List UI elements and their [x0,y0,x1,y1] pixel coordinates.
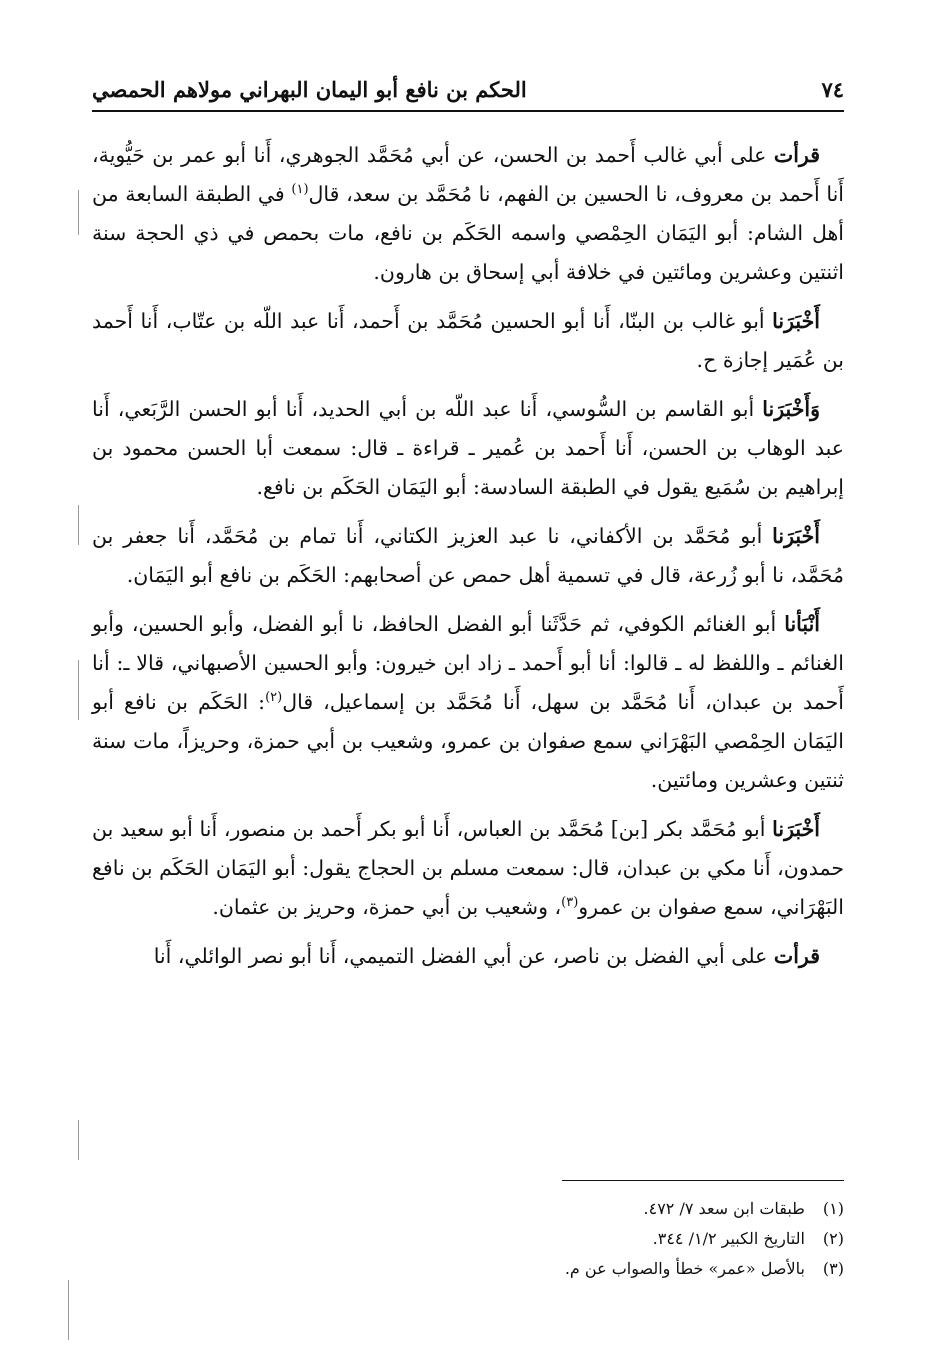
paragraph-lead: قرأت [773,944,820,968]
footnote-text: التاريخ الكبير ١/٢/ ٣٤٤. [652,1229,805,1248]
paragraph-text: أبو الغنائم الكوفي، ثم حَدَّثَنا أبو الفضل الحافظ، نا أبو الفضل، وأبو الحسين، وأبو الغنائم ـ واللفظ له ـ قالوا: أنا أبو أَحمد ـ زاد ابن خيرون: وأبو الحسين الأصبهاني، قالا ـ: أنا أَحمد بن عبدان، أَنا مُحَمَّد بن سهل، أَنا مُحَمَّد بن إسماعيل، قال [92,612,845,714]
paragraph-text: في الطبقة السابعة من أهل الشام: أبو اليَمَان الحِمْصي واسمه الحَكَم بن نافع، مات بحمص في ذي الحجة سنة اثنتين وعشرين ومائتين في خلافة أبي إسحاق بن هارون. [92,182,844,284]
paragraph-lead: أَنْبَأنا [784,612,820,636]
paragraph-lead: أَخْبَرَنا [772,309,820,333]
paragraph-lead: وَأَخْبَرَنا [762,397,821,421]
footnote-number: (٣) [822,1259,844,1278]
scan-margin-mark [68,1280,69,1340]
scan-margin-mark [78,505,79,545]
scan-margin-mark [78,190,79,235]
paragraph-text: أبو القاسم بن السُّوسي، أَنا عبد اللّه بن أبي الحديد، أَنا أبو الحسن الرَّبَعي، أَنا عبد الوهاب بن الحسن، أَنا أَحمد بن عُمير ـ قراءة ـ قال: سمعت أبا الحسن محمود بن إبراهيم بن سُمَيع يقول في الطبقة السادسة: أبو اليَمَان الحَكَم بن نافع. [92,397,844,499]
paragraph-text: أبو مُحَمَّد بن الأكفاني، نا عبد العزيز الكتاني، أَنا تمام بن مُحَمَّد، أَنا جعفر بن مُحَمَّد، نا أبو زُرعة، قال في تسمية أهل حمص عن أصحابهم: الحَكَم بن نافع أبو اليَمَان. [92,524,844,587]
paragraph-text: على أبي الفضل بن ناصر، عن أبي الفضل التميمي، أَنا أبو نصر الوائلي، أَنا [153,944,774,968]
footnote [300,1254,844,1284]
paragraph [92,605,844,800]
footnote-text: بالأصل «عمر» خطأ والصواب عن م. [564,1259,805,1278]
paragraph [92,937,844,976]
paragraph [92,302,844,380]
footnote-number: (١) [822,1199,844,1218]
footnote-rule [562,1180,844,1181]
footnote-ref[interactable]: (١) [291,182,309,198]
footnote-ref[interactable]: (٣) [561,895,579,911]
paragraph-lead: قرأت [773,143,820,167]
paragraph [92,810,844,927]
footnote-ref[interactable]: (٢) [265,690,283,706]
paragraph-text: أبو غالب بن البنّا، أَنا أبو الحسين مُحَمَّد بن أَحمد، أَنا عبد اللّه بن عتّاب، أَنا أَحمد بن عُمَير إجازة ح. [92,309,844,372]
scan-margin-mark [78,660,79,720]
paragraph-text: على أبي غالب أَحمد بن الحسن، عن أبي مُحَمَّد الجوهري، أَنا أبو عمر بن حَيُّوية، أَنا أَحمد بن معروف، نا الحسين بن الفهم، نا مُحَمَّد بن سعد، قال [92,143,845,206]
footnote-number: (٢) [822,1229,844,1248]
footnotes [300,1194,844,1284]
paragraph [92,136,844,292]
paragraph-text: أبو مُحَمَّد بكر [بن] مُحَمَّد بن العباس، أَنا أبو بكر أَحمد بن منصور، أَنا أبو سعيد بن حمدون، أَنا مكي بن عبدان، قال: سمعت مسلم بن الحجاج يقول: أبو اليَمَان الحَكَم بن نافع البَهْرَاني، سمع صفوان بن عمرو [92,817,844,919]
running-title: الحكم بن نافع أبو اليمان البهراني مولاهم الحمصي [92,76,527,102]
paragraph [92,390,844,507]
paragraph-lead: أَخْبَرَنا [772,524,820,548]
paragraph-text: ، وشعيب بن أبي حمزة، وحريز بن عثمان. [212,895,562,919]
scan-margin-mark [78,1120,79,1160]
footnote-text: طبقات ابن سعد ٧/ ٤٧٢. [643,1199,805,1218]
page-number: ٧٤ [821,76,844,102]
footnote [300,1224,844,1254]
page-header [92,72,844,106]
paragraph-lead: أَخْبَرَنا [772,817,820,841]
main-text [92,136,844,986]
footnote [300,1194,844,1224]
paragraph-text: : الحَكَم بن نافع أبو اليَمَان الحِمْصي البَهْرَاني سمع صفوان بن عمرو، وشعيب بن أبي حمزة، وحريزاً، مات سنة ثنتين وعشرين ومائتين. [92,690,844,792]
paragraph [92,517,844,595]
header-rule [92,110,844,112]
